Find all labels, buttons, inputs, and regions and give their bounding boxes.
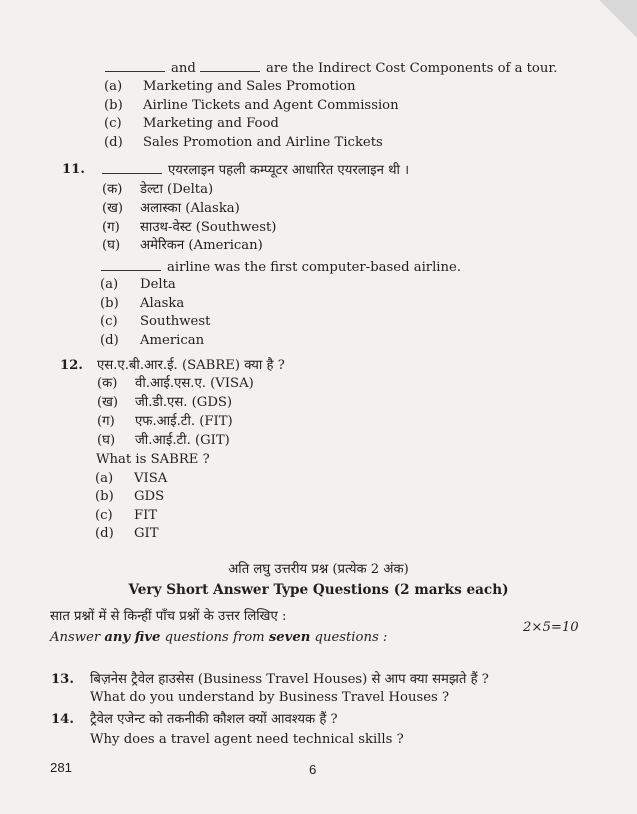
- option-text: GIT: [134, 526, 159, 541]
- option-label: (c): [100, 314, 118, 329]
- question-number: 13.: [51, 672, 74, 687]
- q11-hindi-stem-text: एयरलाइन पहली कम्प्यूटर आधारित एयरलाइन थी ।: [168, 163, 410, 178]
- q12-hindi-stem: एस.ए.बी.आर.ई. (SABRE) क्या है ?: [97, 358, 285, 373]
- question-number: 11.: [62, 162, 85, 177]
- q14-hindi: ट्रैवेल एजेन्ट को तकनीकी कौशल क्यों आवश्यक हैं ?: [90, 712, 338, 727]
- option-text: डेल्टा (Delta): [140, 182, 214, 197]
- option-text: अलास्का (Alaska): [140, 201, 240, 216]
- marks-formula: 2×5=10: [523, 620, 579, 635]
- option-text: GDS: [134, 489, 165, 504]
- option-label: (घ): [97, 433, 116, 448]
- paper-code: 281: [50, 760, 73, 775]
- option-text: Marketing and Sales Promotion: [143, 79, 356, 94]
- option-label: (ख): [102, 201, 124, 216]
- option-text: Sales Promotion and Airline Tickets: [143, 135, 383, 150]
- page-corner-fold: [599, 0, 637, 38]
- q11-english-stem: [101, 259, 461, 276]
- instruction-part: Answer: [50, 630, 105, 645]
- q10-stem: [105, 60, 557, 77]
- q10-stem-rest: are the Indirect Cost Components of a tour.: [266, 61, 558, 76]
- q10-stem-and: and: [171, 61, 196, 76]
- instruction-emphasis: seven: [268, 630, 311, 645]
- q14-english: Why does a travel agent need technical skills ?: [90, 732, 404, 747]
- option-text: FIT: [134, 508, 158, 523]
- option-text: जी.डी.एस. (GDS): [135, 395, 233, 410]
- q11-english-stem-text: airline was the first computer-based airline.: [167, 260, 462, 275]
- option-label: (b): [104, 98, 123, 113]
- option-text: Alaska: [140, 296, 185, 311]
- option-text: American: [140, 333, 205, 348]
- option-text: अमेरिकन (American): [140, 238, 263, 253]
- section-heading-english: Very Short Answer Type Questions (2 marks each): [128, 582, 509, 598]
- instruction-emphasis: any five: [104, 630, 161, 645]
- option-text: एफ.आई.टी. (FIT): [135, 414, 233, 429]
- question-number: 14.: [51, 712, 74, 727]
- option-text: Airline Tickets and Agent Commission: [143, 98, 399, 113]
- option-label: (a): [100, 277, 119, 292]
- option-text: Delta: [140, 277, 176, 292]
- instruction-english: [50, 630, 387, 646]
- q11-hindi-stem: [102, 162, 409, 179]
- q13-english: What do you understand by Business Travel Houses ?: [90, 690, 450, 705]
- instruction-hindi: सात प्रश्नों में से किन्हीं पाँच प्रश्नों के उत्तर लिखिए :: [50, 609, 287, 624]
- option-text: Marketing and Food: [143, 116, 279, 131]
- option-label: (ख): [97, 395, 119, 410]
- page-number: 6: [309, 762, 317, 777]
- option-label: (a): [104, 79, 123, 94]
- q12-english-stem: What is SABRE ?: [96, 452, 210, 467]
- option-label: (c): [95, 508, 113, 523]
- section-heading-hindi: अति लघु उत्तरीय प्रश्न (प्रत्येक 2 अंक): [228, 562, 409, 577]
- option-label: (a): [95, 471, 114, 486]
- option-label: (ग): [97, 414, 115, 429]
- option-label: (b): [95, 489, 114, 504]
- instruction-part: questions from: [160, 630, 269, 645]
- option-label: (ग): [102, 220, 120, 235]
- option-label: (b): [100, 296, 119, 311]
- instruction-part: questions :: [310, 630, 388, 645]
- option-label: (घ): [102, 238, 121, 253]
- option-label: (क): [102, 182, 123, 197]
- option-text: VISA: [134, 471, 168, 486]
- question-number: 12.: [60, 358, 83, 373]
- option-label: (d): [104, 135, 123, 150]
- option-label: (c): [104, 116, 122, 131]
- option-label: (d): [95, 526, 114, 541]
- option-label: (d): [100, 333, 119, 348]
- option-text: साउथ-वेस्ट (Southwest): [140, 220, 277, 235]
- option-text: वी.आई.एस.ए. (VISA): [135, 376, 254, 391]
- q13-hindi: बिज़नेस ट्रैवेल हाउसेस (Business Travel Houses) से आप क्या समझते हैं ?: [90, 672, 489, 687]
- option-text: Southwest: [140, 314, 211, 329]
- option-text: जी.आई.टी. (GIT): [135, 433, 230, 448]
- option-label: (क): [97, 376, 118, 391]
